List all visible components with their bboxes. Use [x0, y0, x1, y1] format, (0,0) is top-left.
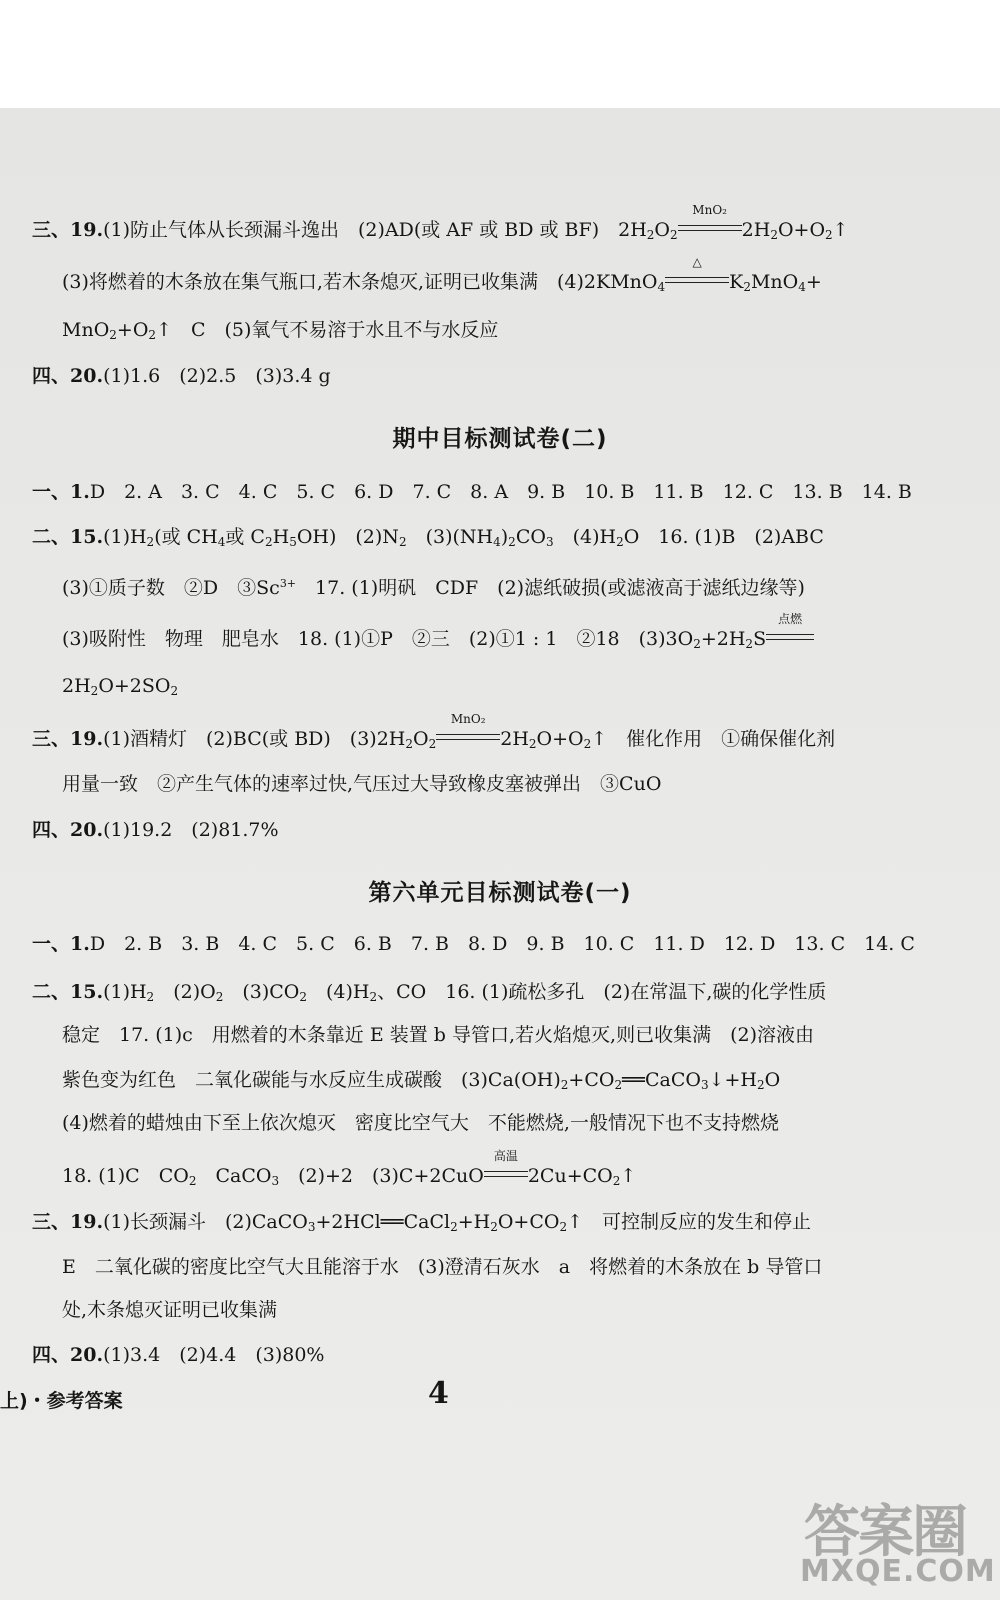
answer-line: (3)吸附性 物理 肥皂水 18. (1)①P ②三 (2)①1 : 1 ②18 $(3)3O_2+2H_2S$ 点燃: [62, 627, 814, 656]
reaction-condition: MnO₂: [436, 727, 500, 751]
footer-label: 上)・参考答案: [0, 1390, 123, 1412]
answer-line: (3)将燃着的木条放在集气瓶口,若木条熄灭,证明已收集满 (4)2KMnO$_4$ △ $K_2MnO_4+$: [62, 255, 822, 294]
answer-line: 三、19.(1)酒精灯 (2)BC(或 BD) $(3)2H_2O_2$ MnO₂ $2H_2O+O_2↑$ 催化作用 ①确保催化剂: [32, 712, 836, 751]
answer-line: 四、20.(1)19.2 (2)81.7%: [32, 819, 279, 841]
answer-line: 三、19.(1)防止气体从长颈漏斗逸出 (2)AD(或 AF 或 BD 或 BF) $2H_2O_2$ MnO₂ $2H_2O+O_2↑$: [32, 203, 849, 242]
answer-line: 一、1.D 2. A 3. C 4. C 5. C 6. D 7. C 8. A 9. B 10. B 11. B 12. C 13. B 14. B: [32, 481, 912, 503]
reaction-condition: 点燃: [766, 627, 814, 651]
question-number: 三、19.: [32, 219, 104, 241]
answer-line: 一、1.D 2. B 3. B 4. C 5. C 6. B 7. B 8. D 9. B 10. C 11. D 12. D 13. C 14. C: [32, 933, 915, 955]
answer-line: 紫色变为红色 二氧化碳能与水反应生成碳酸 $(3)Ca(OH)_2+CO_2══CaCO_3↓+H_2O$: [62, 1069, 781, 1092]
watermark-logo: 答案圈 MXQE.COM: [800, 1500, 996, 1589]
answer-line: 稳定 17. (1)c 用燃着的木条靠近 E 装置 b 导管口,若火焰熄灭,则已收集满 (2)溶液由: [62, 1024, 814, 1046]
section-title: 期中目标测试卷(二): [392, 426, 608, 452]
reaction-condition: 高温: [484, 1164, 528, 1188]
answer-line: 处,木条熄灭证明已收集满: [62, 1299, 278, 1321]
answer-line: 18. (1)C $CO_2$ CaCO$_3$ (2)+2 (3)C+2CuO 高温 $2Cu+CO_2↑$: [62, 1149, 637, 1188]
reaction-condition: MnO₂: [678, 218, 742, 242]
answer-line: $MnO_2+O_2↑$ C (5)氧气不易溶于水且不与水反应: [62, 319, 499, 342]
reaction-condition: △: [665, 270, 729, 294]
answer-line: E 二氧化碳的密度比空气大且能溶于水 (3)澄清石灰水 a 将燃着的木条放在 b 导管口: [62, 1256, 823, 1278]
answer-line: 四、20.(1)1.6 (2)2.5 (3)3.4 g: [32, 365, 331, 387]
answer-line: 二、$15.(1)H_2$ $(2)O_2$ $(3)CO_2$ $(4)H_2$、CO 16. (1)疏松多孔 (2)在常温下,碳的化学性质: [32, 981, 827, 1004]
answer-line: 用量一致 ②产生气体的速率过快,气压过大导致橡皮塞被弹出 ③CuO: [62, 773, 662, 795]
section-title: 第六单元目标测试卷(一): [368, 880, 632, 906]
answer-line: (4)燃着的蜡烛由下至上依次熄灭 密度比空气大 不能燃烧,一般情况下也不支持燃烧: [62, 1112, 779, 1134]
answer-line: 三、19.(1)长颈漏斗 $(2)CaCO_3+2HCl══CaCl_2+H_2O+CO_2↑$ 可控制反应的发生和停止: [32, 1211, 812, 1234]
page-number: 4: [428, 1376, 449, 1411]
answer-line: $2H_2O+2SO_2$: [62, 675, 179, 698]
answer-line: (3)①质子数 ②D $③Sc^{3+}$ 17. (1)明矾 CDF (2)滤纸破损(或滤液高于滤纸边缘等): [62, 577, 805, 599]
answer-line: 二、$15.(1)H_2$(或 $CH_4$或 $C_2H_5OH$) $(2)N_2$ $(3)(NH_4)_2CO_3$ $(4)H_2O$ 16. (1)B (2)ABC: [32, 526, 824, 549]
answer-line: 四、20.(1)3.4 (2)4.4 (3)80%: [32, 1344, 325, 1366]
